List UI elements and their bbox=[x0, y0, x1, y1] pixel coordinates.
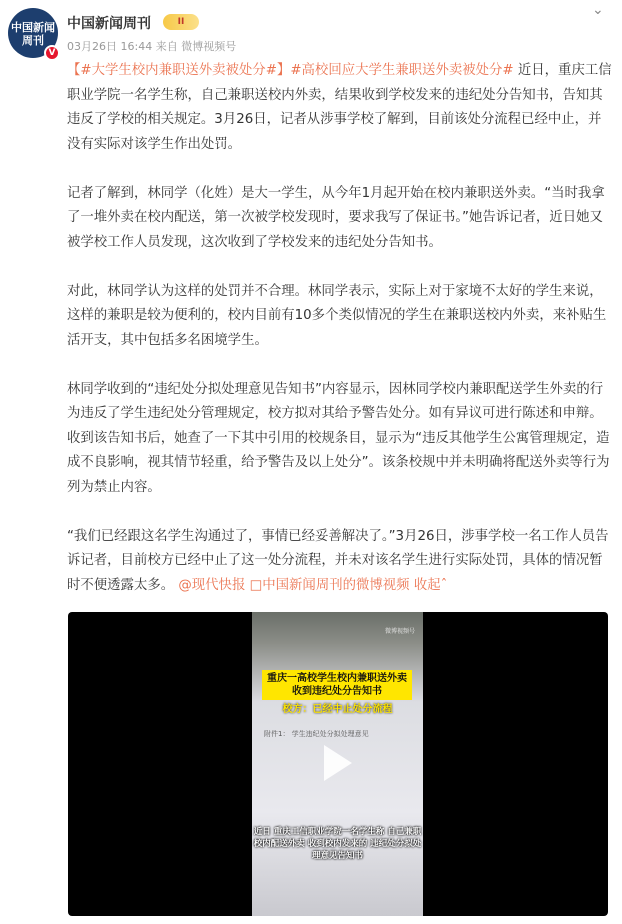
hashtag-link[interactable]: #高校回应大学生兼职送外卖被处分# bbox=[290, 63, 514, 78]
post-meta bbox=[67, 38, 236, 54]
post-source: 来自 微博视频号 bbox=[155, 40, 237, 53]
avatar[interactable]: 中国新闻周刊 bbox=[8, 8, 58, 58]
chevron-down-icon[interactable]: ⌄ bbox=[592, 2, 604, 18]
video-player[interactable] bbox=[68, 612, 608, 916]
post-content: 【#大学生校内兼职送外卖被处分#】#高校回应大学生兼职送外卖被处分# 近日，重庆工信职业学院一名学生称，自己兼职送校内外卖，结果收到学校发来的违纪处分告知书，告知其违反了学校的相关规定。3月26日，记者从涉事学校了解到，目前该处分流程已经中止，并没有实际对该学生作出处罚。 记者了解到，林同学（化姓）是大一学生，从今年1月起开始在校内兼职送外卖。“当时我拿了一堆外卖在校内配送，第一次被学校发现时，要求我写了保证书。”她告诉记者，近日她又被学校工作人员发现，这次收到了学校发来的违纪处分告知书。 对此，林同学认为这样的处罚并不合理。林同学表示，实际上对于家境不太好的学生来说，这样的兼职是较为便利的，校内目前有10多个类似情况的学生在兼职送校内外卖，来补贴生活开支，其中包括多名困境学生。 林同学收到的“违纪处分拟处理意见告知书”内容显示，因林同学校内兼职配送学生外卖的行为违反了学生违纪处分管理规定，校方拟对其给予警告处分。如有异议可进行陈述和申辩。收到该告知书后，她查了一下其中引用的校规条目，显示为“违反其他学生公寓管理规定，造成不良影响，视其情节轻重，给予警告及以上处分”。该条校规中并未明确将配送外卖等行为列为禁止内容。 “我们已经跟这名学生沟通过了，事情已经妥善解决了。”3月26日，涉事学校一名工作人员告诉记者，目前校方已经中止了这一处分流程，并未对该名学生进行实际处罚，具体的情况暂时不便透露太多。 @现代快报 □中国新闻周刊的微博视频 收起ˆ bbox=[67, 63, 612, 593]
video-icon: □ bbox=[249, 577, 263, 593]
paragraph: 记者了解到，林同学（化姓）是大一学生，从今年1月起开始在校内兼职送外卖。“当时我拿了一堆外卖在校内配送，第一次被学校发现时，要求我写了保证书。”她告诉记者，近日她又被学校工作人员发现，这次收到了学校发来的违纪处分告知书。 bbox=[67, 185, 605, 250]
post-time[interactable]: 03月26日 16:44 bbox=[67, 40, 153, 53]
paragraph: 对此，林同学认为这样的处罚并不合理。林同学表示，实际上对于家境不太好的学生来说，这样的兼职是较为便利的，校内目前有10多个类似情况的学生在兼职送校内外卖，来补贴生活开支，其中包括多名困境学生。 bbox=[67, 283, 607, 348]
paragraph: 林同学收到的“违纪处分拟处理意见告知书”内容显示，因林同学校内兼职配送学生外卖的行为违反了学生违纪处分管理规定，校方拟对其给予警告处分。如有异议可进行陈述和申辩。收到该告知书后，她查了一下其中引用的校规条目，显示为“违反其他学生公寓管理规定，造成不良影响，视其情节轻重，给予警告及以上处分”。该条校规中并未明确将配送外卖等行为列为禁止内容。 bbox=[67, 381, 610, 495]
video-subtitle: 近日 重庆工信职业学院一名学生称 自己兼职校内配送外卖 收到校内发来的 违纪处分拟处理意见告知书 bbox=[253, 827, 422, 861]
verified-badge: V bbox=[44, 45, 60, 61]
video-caption-sub: 校方：已经中止处分流程 bbox=[282, 704, 393, 715]
crown-level-icon: II bbox=[163, 14, 199, 30]
video-caption-title: 重庆一高校学生校内兼职送外卖 收到违纪处分告知书 bbox=[262, 670, 412, 700]
video-frame bbox=[252, 612, 423, 916]
video-link[interactable]: □中国新闻周刊的微博视频 bbox=[249, 577, 410, 593]
account-name[interactable]: 中国新闻周刊 bbox=[67, 16, 151, 32]
collapse-link[interactable]: 收起ˆ bbox=[413, 577, 448, 593]
document-text: 附件1： 学生违纪处分拟处理意见 bbox=[264, 730, 369, 738]
play-icon[interactable] bbox=[324, 745, 352, 781]
watermark: 微博视频号 bbox=[384, 628, 415, 635]
hashtag-link[interactable]: 【#大学生校内兼职送外卖被处分#】 bbox=[67, 63, 291, 78]
mention-link[interactable]: @现代快报 bbox=[178, 577, 246, 593]
